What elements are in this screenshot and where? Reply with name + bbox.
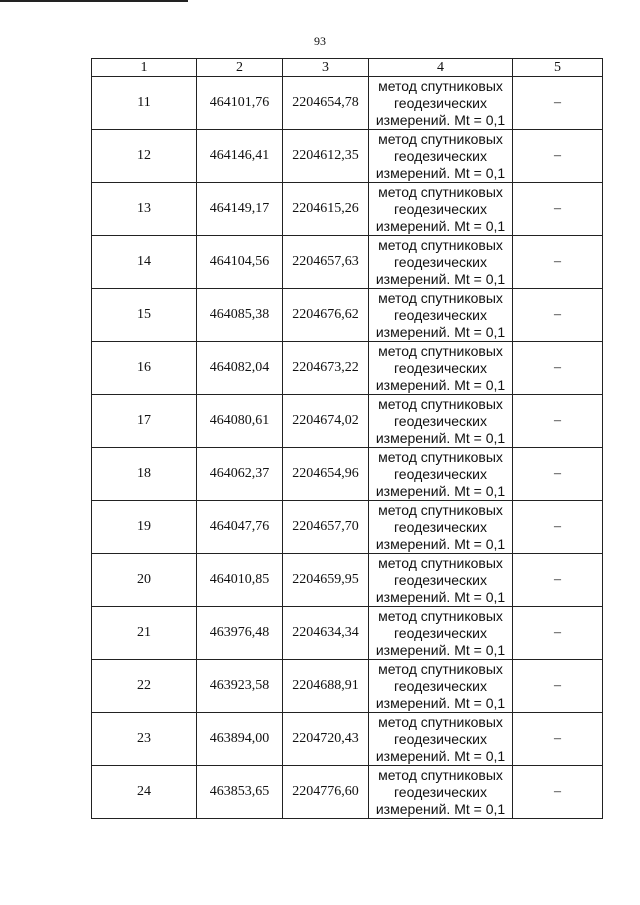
point-number-cell: 13	[92, 183, 197, 236]
table-row	[92, 554, 603, 607]
method-line: измерений. Mt = 0,1	[375, 323, 506, 340]
table-row	[92, 130, 603, 183]
column-header-2: 2	[197, 59, 283, 77]
note-cell: –	[513, 395, 603, 448]
x-coordinate-cell: 464085,38	[197, 289, 283, 342]
table-row	[92, 342, 603, 395]
method-cell	[369, 607, 513, 660]
method-line: геодезических	[394, 465, 487, 482]
method-cell	[369, 289, 513, 342]
method-line: метод спутниковых	[378, 183, 503, 200]
method-line: метод спутниковых	[378, 660, 503, 677]
y-coordinate-cell: 2204654,78	[283, 77, 369, 130]
point-number-cell: 14	[92, 236, 197, 289]
x-coordinate-cell: 463976,48	[197, 607, 283, 660]
point-number-cell: 19	[92, 501, 197, 554]
y-coordinate-cell: 2204657,63	[283, 236, 369, 289]
method-line: геодезических	[394, 306, 487, 323]
table-row	[92, 713, 603, 766]
method-cell	[369, 77, 513, 130]
method-line: метод спутниковых	[378, 289, 503, 306]
table-row	[92, 501, 603, 554]
note-cell: –	[513, 183, 603, 236]
table-row	[92, 236, 603, 289]
y-coordinate-cell: 2204615,26	[283, 183, 369, 236]
method-line: геодезических	[394, 94, 487, 111]
x-coordinate-cell: 464047,76	[197, 501, 283, 554]
coordinates-table	[91, 58, 603, 819]
method-line: измерений. Mt = 0,1	[375, 111, 506, 128]
method-line: геодезических	[394, 200, 487, 217]
method-cell	[369, 236, 513, 289]
note-cell: –	[513, 766, 603, 819]
top-rule	[0, 0, 188, 2]
point-number-cell: 21	[92, 607, 197, 660]
point-number-cell: 22	[92, 660, 197, 713]
note-cell: –	[513, 554, 603, 607]
note-cell: –	[513, 236, 603, 289]
method-line: метод спутниковых	[378, 554, 503, 571]
x-coordinate-cell: 464082,04	[197, 342, 283, 395]
method-line: геодезических	[394, 253, 487, 270]
y-coordinate-cell: 2204634,34	[283, 607, 369, 660]
method-cell	[369, 766, 513, 819]
method-cell	[369, 342, 513, 395]
method-line: геодезических	[394, 518, 487, 535]
x-coordinate-cell: 463923,58	[197, 660, 283, 713]
point-number-cell: 18	[92, 448, 197, 501]
x-coordinate-cell: 464101,76	[197, 77, 283, 130]
table-row	[92, 395, 603, 448]
table-row	[92, 289, 603, 342]
method-cell	[369, 501, 513, 554]
method-line: измерений. Mt = 0,1	[375, 429, 506, 446]
header-row	[92, 59, 603, 77]
y-coordinate-cell: 2204659,95	[283, 554, 369, 607]
method-cell	[369, 183, 513, 236]
column-header-4: 4	[369, 59, 513, 77]
note-cell: –	[513, 660, 603, 713]
method-line: геодезических	[394, 677, 487, 694]
y-coordinate-cell: 2204673,22	[283, 342, 369, 395]
point-number-cell: 16	[92, 342, 197, 395]
method-line: метод спутниковых	[378, 766, 503, 783]
y-coordinate-cell: 2204776,60	[283, 766, 369, 819]
method-line: измерений. Mt = 0,1	[375, 694, 506, 711]
x-coordinate-cell: 463853,65	[197, 766, 283, 819]
method-cell	[369, 448, 513, 501]
method-line: измерений. Mt = 0,1	[375, 641, 506, 658]
note-cell: –	[513, 607, 603, 660]
method-line: геодезических	[394, 783, 487, 800]
y-coordinate-cell: 2204676,62	[283, 289, 369, 342]
point-number-cell: 24	[92, 766, 197, 819]
table-row	[92, 660, 603, 713]
y-coordinate-cell: 2204657,70	[283, 501, 369, 554]
method-line: измерений. Mt = 0,1	[375, 747, 506, 764]
method-line: измерений. Mt = 0,1	[375, 800, 506, 817]
method-cell	[369, 660, 513, 713]
method-line: измерений. Mt = 0,1	[375, 270, 506, 287]
x-coordinate-cell: 464080,61	[197, 395, 283, 448]
method-line: метод спутниковых	[378, 77, 503, 94]
point-number-cell: 17	[92, 395, 197, 448]
method-cell	[369, 713, 513, 766]
note-cell: –	[513, 713, 603, 766]
x-coordinate-cell: 464010,85	[197, 554, 283, 607]
point-number-cell: 12	[92, 130, 197, 183]
x-coordinate-cell: 464149,17	[197, 183, 283, 236]
method-line: измерений. Mt = 0,1	[375, 588, 506, 605]
method-line: метод спутниковых	[378, 501, 503, 518]
y-coordinate-cell: 2204674,02	[283, 395, 369, 448]
method-cell	[369, 395, 513, 448]
page-number: 93	[314, 34, 326, 48]
method-line: измерений. Mt = 0,1	[375, 164, 506, 181]
method-line: измерений. Mt = 0,1	[375, 376, 506, 393]
note-cell: –	[513, 342, 603, 395]
method-line: метод спутниковых	[378, 395, 503, 412]
note-cell: –	[513, 448, 603, 501]
y-coordinate-cell: 2204654,96	[283, 448, 369, 501]
method-line: геодезических	[394, 359, 487, 376]
point-number-cell: 11	[92, 77, 197, 130]
column-header-1: 1	[92, 59, 197, 77]
y-coordinate-cell: 2204720,43	[283, 713, 369, 766]
method-line: метод спутниковых	[378, 236, 503, 253]
note-cell: –	[513, 501, 603, 554]
column-header-3: 3	[283, 59, 369, 77]
method-line: метод спутниковых	[378, 607, 503, 624]
method-line: метод спутниковых	[378, 713, 503, 730]
method-cell	[369, 554, 513, 607]
table-header	[92, 59, 603, 77]
note-cell: –	[513, 77, 603, 130]
method-line: измерений. Mt = 0,1	[375, 482, 506, 499]
method-line: измерений. Mt = 0,1	[375, 535, 506, 552]
method-line: геодезических	[394, 147, 487, 164]
table-row	[92, 183, 603, 236]
x-coordinate-cell: 463894,00	[197, 713, 283, 766]
method-line: геодезических	[394, 730, 487, 747]
method-line: метод спутниковых	[378, 448, 503, 465]
point-number-cell: 15	[92, 289, 197, 342]
point-number-cell: 20	[92, 554, 197, 607]
table-row	[92, 448, 603, 501]
x-coordinate-cell: 464104,56	[197, 236, 283, 289]
method-line: геодезических	[394, 571, 487, 588]
method-line: геодезических	[394, 624, 487, 641]
y-coordinate-cell: 2204688,91	[283, 660, 369, 713]
point-number-cell: 23	[92, 713, 197, 766]
method-line: геодезических	[394, 412, 487, 429]
note-cell: –	[513, 289, 603, 342]
x-coordinate-cell: 464146,41	[197, 130, 283, 183]
method-line: измерений. Mt = 0,1	[375, 217, 506, 234]
x-coordinate-cell: 464062,37	[197, 448, 283, 501]
method-cell	[369, 130, 513, 183]
column-header-5: 5	[513, 59, 603, 77]
table-row	[92, 607, 603, 660]
table-body	[92, 77, 603, 819]
method-line: метод спутниковых	[378, 130, 503, 147]
y-coordinate-cell: 2204612,35	[283, 130, 369, 183]
method-line: метод спутниковых	[378, 342, 503, 359]
table-row	[92, 766, 603, 819]
note-cell: –	[513, 130, 603, 183]
table-row	[92, 77, 603, 130]
